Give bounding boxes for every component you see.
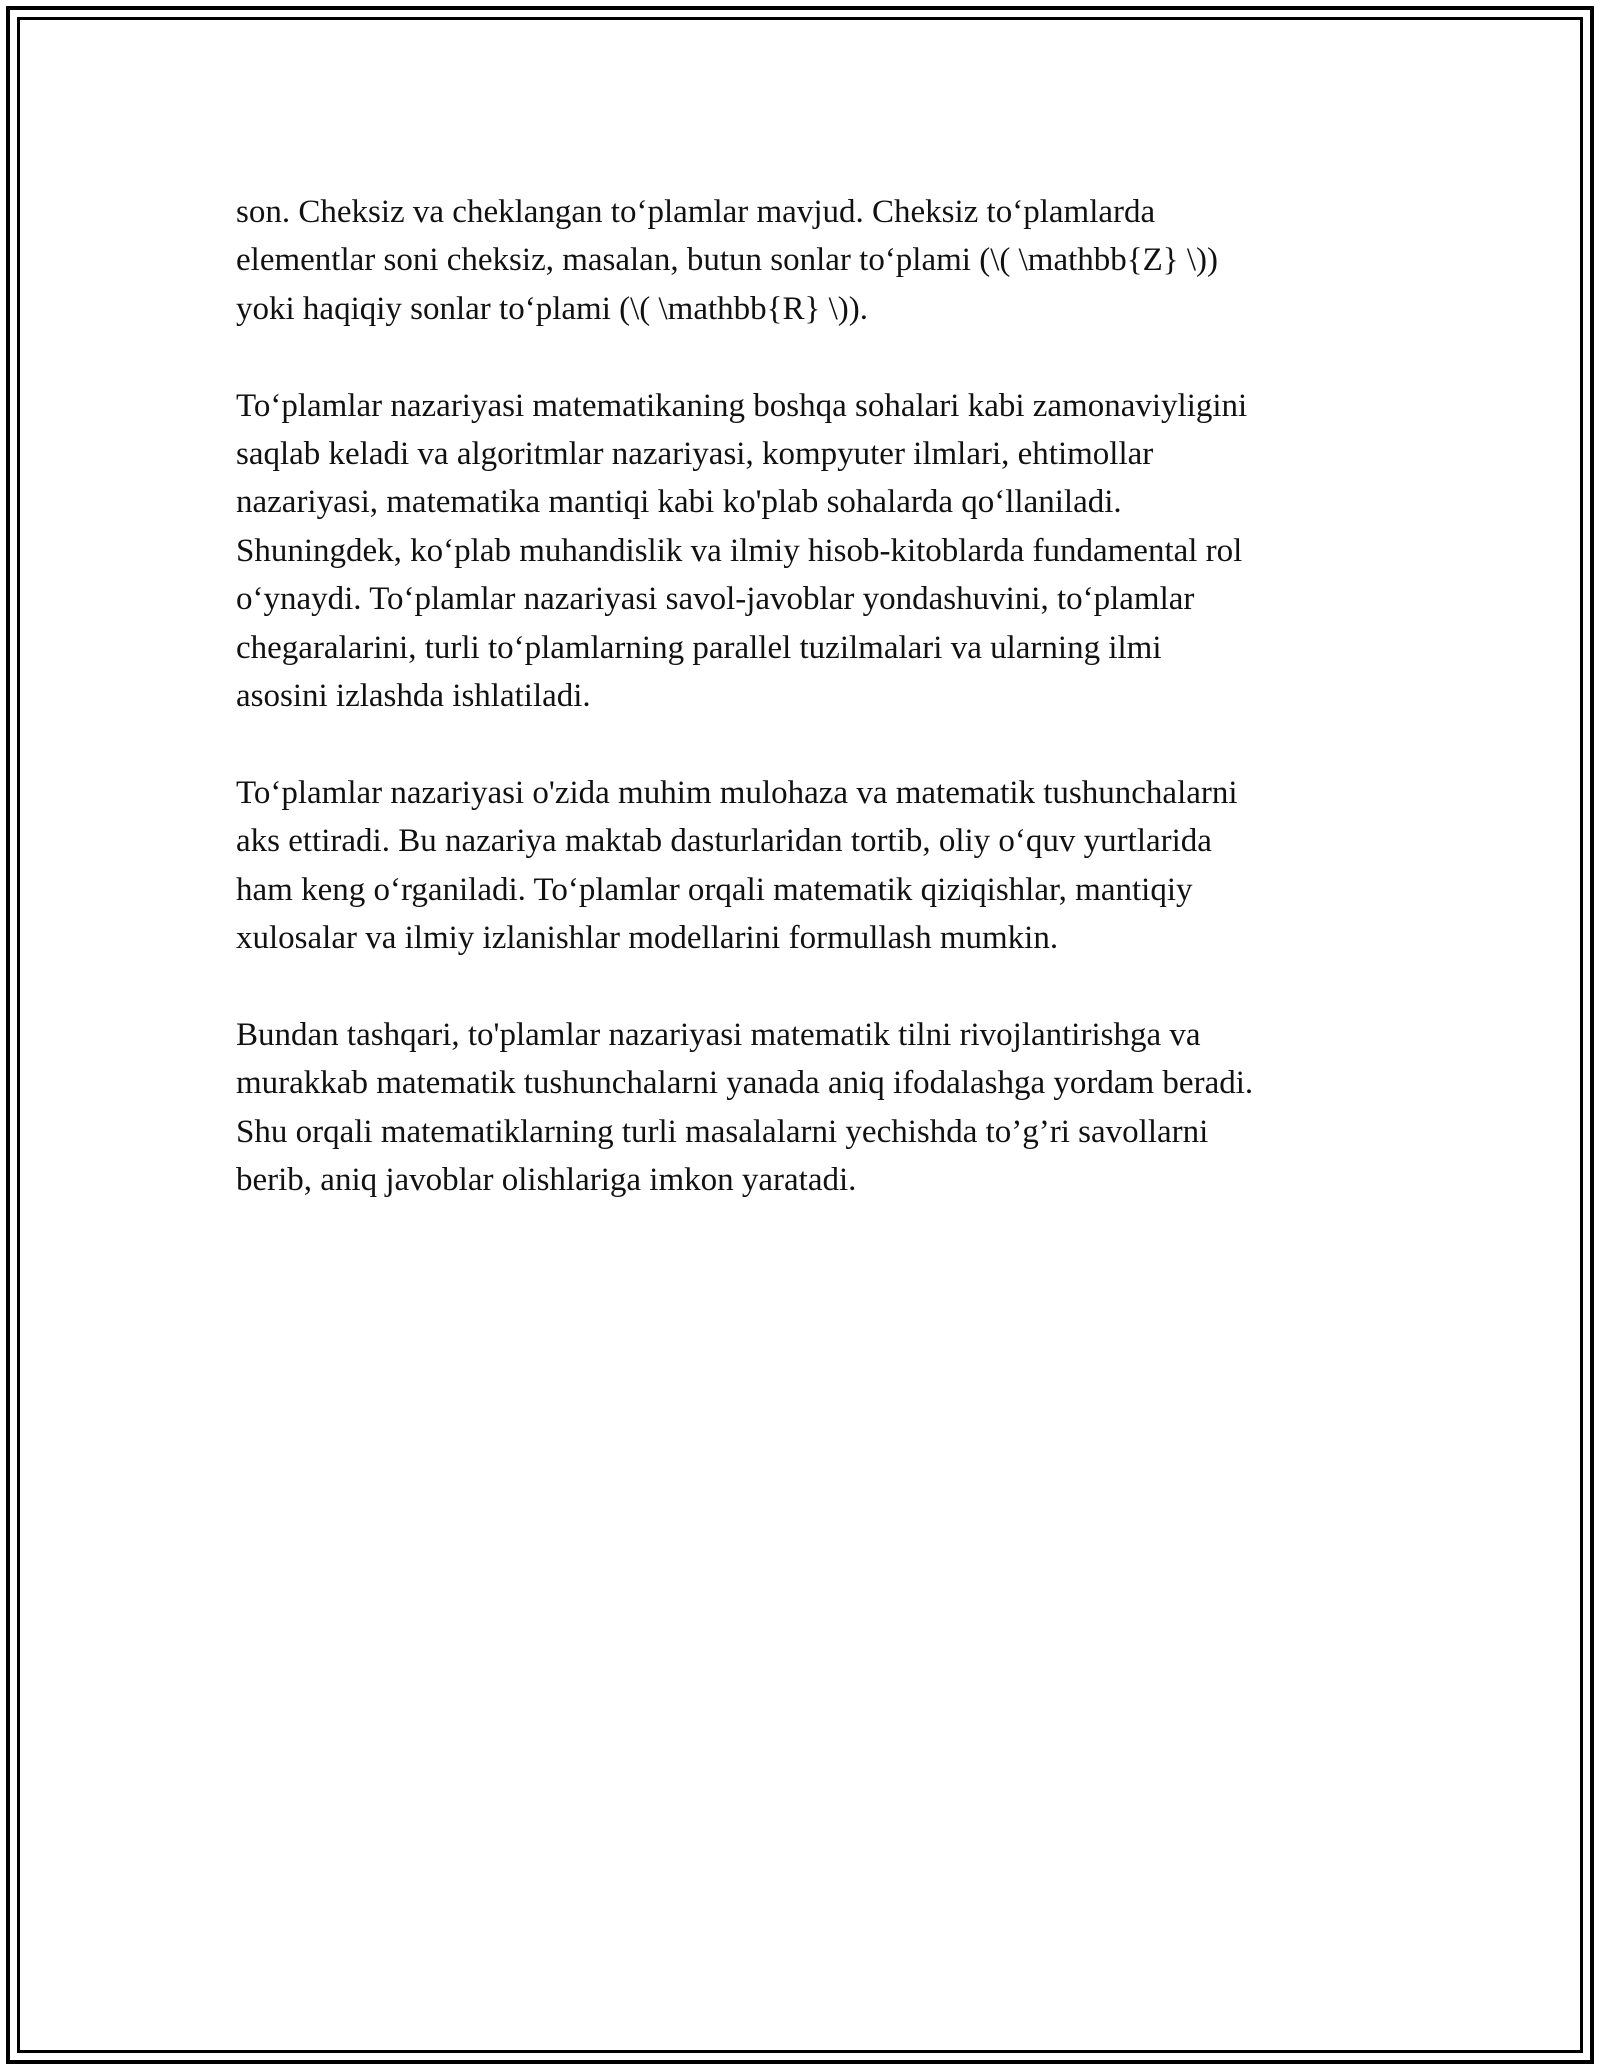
- paragraph-education: To‘plamlar nazariyasi o'zida muhim mulohaza va matematik tushunchalarni aks ettiradi. Bu nazariya maktab dasturlaridan tortib, oliy o‘quv yurtlarida ham keng o‘rganiladi. To‘plamlar orqali matematik qiziqishlar, mantiqiy xulosalar va ilmiy izlanishlar modellarini formullash mumkin.: [236, 774, 1238, 957]
- paragraph-infinite-sets: son. Cheksiz va cheklangan to‘plamlar mavjud. Cheksiz to‘plamlarda elementlar soni cheksiz, masalan, butun sonlar to‘plami (\( \mathbb{Z} \)) yoki haqiqiy sonlar to‘plami (\( \mathbb{R} \)).: [236, 194, 1218, 327]
- document-body: [236, 188, 1396, 1253]
- paragraph-mathematical-language: Bundan tashqari, to'plamlar nazariyasi matematik tilni rivojlantirishga va murakkab matematik tushunchalarni yanada aniq ifodalashga yordam beradi. Shu orqali matematiklarning turli masalalarni yechishda to’g’ri savollarni berib, aniq javoblar olishlariga imkon yaratadi.: [236, 1016, 1254, 1199]
- paragraph-applications: To‘plamlar nazariyasi matematikaning boshqa sohalari kabi zamonaviyligini saqlab keladi va algoritmlar nazariyasi, kompyuter ilmlari, ehtimollar nazariyasi, matematika mantiqi kabi ko'plab sohalarda qo‘llaniladi. Shuningdek, ko‘plab muhandislik va ilmiy hisob-kitoblarda fundamental rol o‘ynaydi. To‘plamlar nazariyasi savol-javoblar yondashuvini, to‘plamlar chegaralarini, turli to‘plamlarning parallel tuzilmalari va ularning ilmi asosini izlashda ishlatiladi.: [236, 387, 1248, 715]
